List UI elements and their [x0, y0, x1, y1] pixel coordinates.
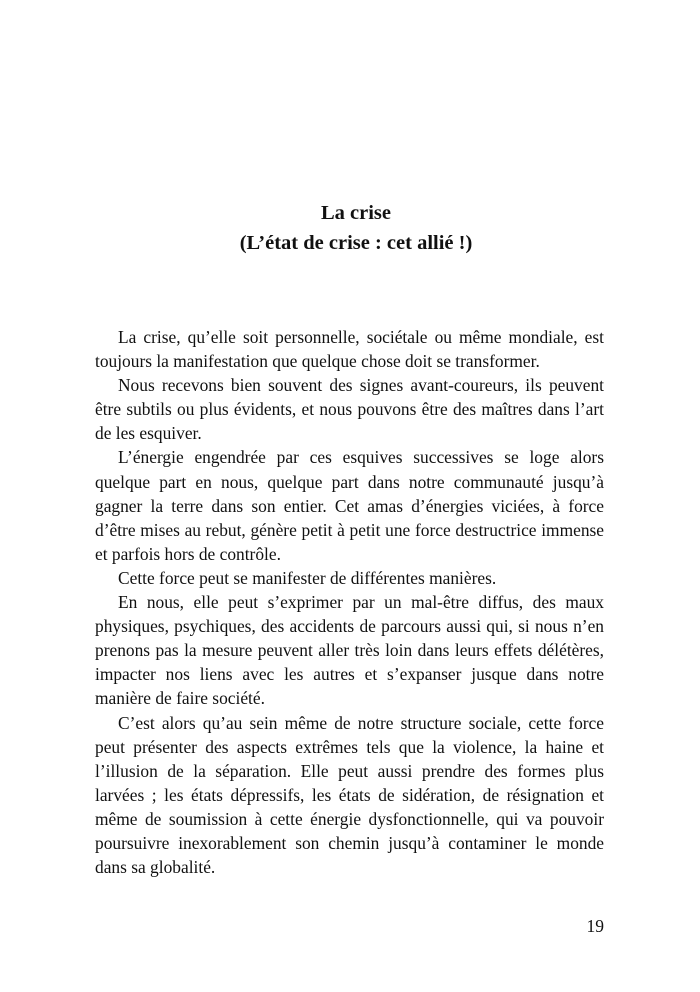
chapter-title-main: La crise [320, 202, 392, 224]
body-text [95, 325, 604, 879]
chapter-title [0, 198, 700, 258]
chapter-title-subtitle: (L’état de crise : cet allié !) [239, 232, 473, 254]
paragraph: Cette force peut se manifester de différentes manières. [118, 567, 497, 588]
paragraph: L’énergie engendrée par ces esquives successives se loge alors quelque part en nous, quelque part dans notre communauté jusqu’à gagner la terre dans son entier. Cet amas d’énergies viciées, à force d’être mises au rebut, génère petit à petit une force destructrice immense et parfois hors de contrôle. [95, 447, 604, 564]
page-number: 19 [586, 916, 604, 936]
paragraph: Nous recevons bien souvent des signes avant-coureurs, ils peuvent être subtils ou plus évidents, et nous pouvons être des maîtres dans l’art de les esquiver. [95, 375, 604, 444]
paragraph: La crise, qu’elle soit personnelle, sociétale ou même mondiale, est toujours la manifestation que quelque chose doit se transformer. [95, 327, 604, 372]
paragraph: C’est alors qu’au sein même de notre structure sociale, cette force peut présenter des aspects extrêmes tels que la violence, la haine et l’illusion de la séparation. Elle peut aussi prendre des formes plus larvées ; les états dépressifs, les états de sidération, de résignation et même de soumission à cette énergie dysfonctionnelle, qui va pouvoir poursuivre inexorablement son chemin jusqu’à contaminer le monde dans sa globalité. [95, 712, 604, 878]
paragraph: En nous, elle peut s’exprimer par un mal-être diffus, des maux physiques, psychiques, des accidents de parcours aussi qui, si nous n’en prenons pas la mesure peuvent aller très loin dans leurs effets délétères, impacter nos liens avec les autres et s’expanser jusque dans notre manière de faire société. [95, 592, 604, 709]
